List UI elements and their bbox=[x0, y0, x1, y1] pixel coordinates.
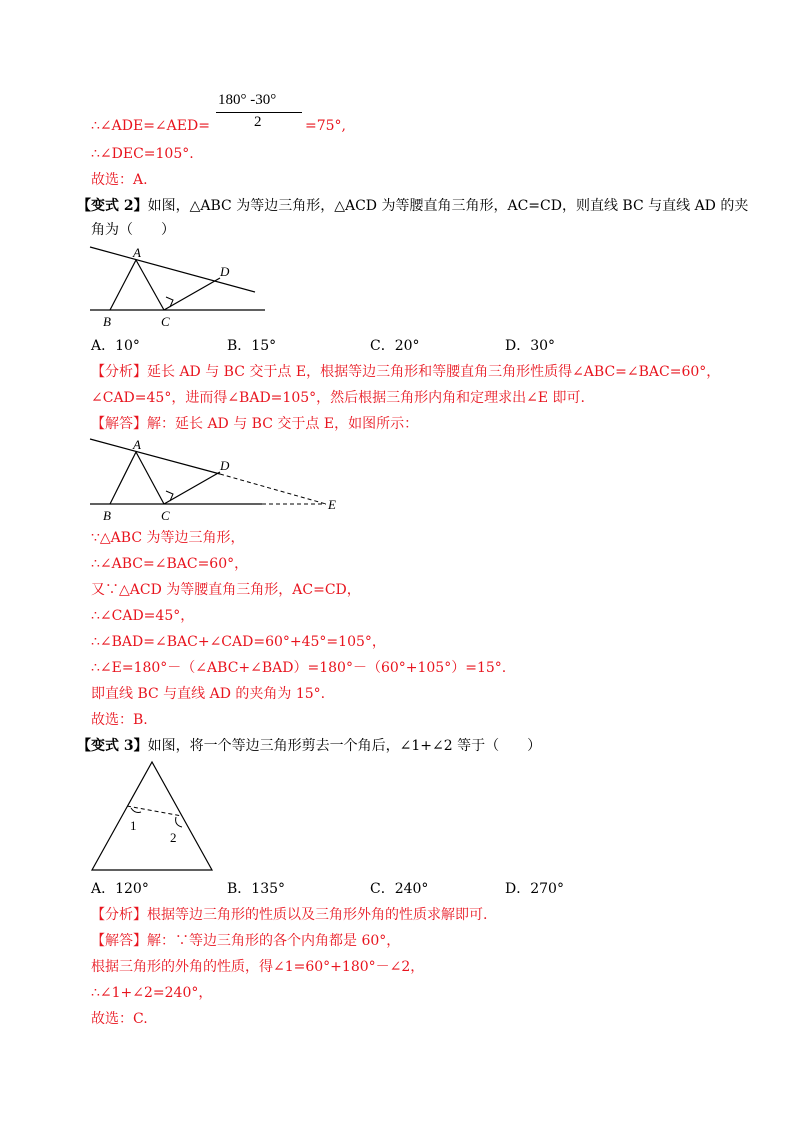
fraction-numerator: 180° -30° bbox=[218, 92, 277, 108]
variant2-answer: 故选：B. bbox=[91, 712, 148, 728]
angle-1-label: 1 bbox=[130, 818, 137, 833]
variant3-step-1: 根据三角形的外角的性质，得∠1=60°+180°－∠2， bbox=[91, 959, 425, 975]
variant3-option-a[interactable]: A．120° bbox=[91, 881, 149, 897]
step-ade-aed bbox=[91, 116, 210, 136]
solution-tag: 【解答】 bbox=[91, 933, 147, 949]
variant2-step-3: 又∵△ACD 为等腰直角三角形，AC=CD， bbox=[91, 582, 361, 598]
variant2-step-7: 即直线 BC 与直线 AD 的夹角为 15°. bbox=[91, 686, 326, 702]
answer-line: 故选：A. bbox=[91, 172, 148, 188]
label-C: C bbox=[161, 508, 170, 523]
variant3-analysis bbox=[91, 905, 487, 925]
variant3-answer: 故选：C. bbox=[91, 1011, 148, 1027]
variant2-option-d[interactable]: D．30° bbox=[505, 338, 556, 354]
step-prefix: ∴∠ADE=∠AED= bbox=[91, 118, 210, 134]
variant2-option-a[interactable]: A．10° bbox=[91, 338, 140, 354]
label-D: D bbox=[220, 264, 230, 279]
variant2-option-b[interactable]: B．15° bbox=[227, 338, 277, 354]
variant3-question-text: 如图，将一个等边三角形剪去一个角后，∠1+∠2 等于（ ） bbox=[147, 738, 542, 754]
variant3-figure bbox=[90, 760, 220, 870]
variant2-solution bbox=[91, 414, 418, 434]
variant2-step-4: ∴∠CAD=45°， bbox=[91, 608, 195, 624]
step-dec: ∴∠DEC=105°. bbox=[91, 146, 194, 162]
label-E: E bbox=[328, 497, 336, 512]
analysis-text: 根据等边三角形的性质以及三角形外角的性质求解即可. bbox=[147, 907, 488, 923]
variant2-solution-figure bbox=[90, 432, 350, 522]
variant3-option-b[interactable]: B．135° bbox=[227, 881, 286, 897]
label-D: D bbox=[220, 458, 230, 473]
variant3-step-2: ∴∠1+∠2=240°， bbox=[91, 985, 213, 1001]
label-B: B bbox=[103, 314, 111, 329]
fraction-bar bbox=[216, 112, 302, 113]
variant3-option-c[interactable]: C．240° bbox=[370, 881, 429, 897]
variant2-step-6: ∴∠E=180°－（∠ABC+∠BAD）=180°－（60°+105°）=15°. bbox=[91, 660, 507, 676]
variant2-question-line2: 角为（ ） bbox=[91, 222, 175, 238]
variant2-tag: 【变式 2】 bbox=[77, 198, 148, 214]
variant3-question bbox=[77, 736, 541, 756]
variant2-question bbox=[77, 196, 748, 216]
variant3-tag: 【变式 3】 bbox=[77, 738, 148, 754]
variant2-figure bbox=[90, 240, 290, 330]
variant2-step-5: ∴∠BAD=∠BAC+∠CAD=60°+45°=105°， bbox=[91, 634, 386, 650]
variant3-solution bbox=[91, 931, 400, 951]
variant2-question-text: 如图，△ABC 为等边三角形，△ACD 为等腰直角三角形，AC=CD，则直线 BC 与直线 AD 的夹 bbox=[147, 198, 749, 214]
analysis-tag: 【分析】 bbox=[91, 907, 147, 923]
solution-text: 解：延长 AD 与 BC 交于点 E，如图所示： bbox=[147, 416, 419, 432]
solution-text: 解：∵等边三角形的各个内角都是 60°， bbox=[147, 933, 401, 949]
variant2-option-c[interactable]: C．20° bbox=[370, 338, 420, 354]
solution-tag: 【解答】 bbox=[91, 416, 147, 432]
angle-2-label: 2 bbox=[170, 830, 177, 845]
label-C: C bbox=[161, 314, 170, 329]
variant3-option-d[interactable]: D．270° bbox=[505, 881, 564, 897]
variant2-analysis-line2: ∠CAD=45°，进而得∠BAD=105°，然后根据三角形内角和定理求出∠E 即可. bbox=[91, 390, 585, 406]
fraction-denominator: 2 bbox=[254, 114, 262, 130]
variant2-step-2: ∴∠ABC=∠BAC=60°， bbox=[91, 556, 249, 572]
label-A: A bbox=[133, 437, 141, 452]
label-B: B bbox=[103, 508, 111, 523]
step-ade-result: =75°, bbox=[305, 118, 346, 134]
analysis-tag: 【分析】 bbox=[91, 364, 147, 380]
variant2-step-1: ∵△ABC 为等边三角形， bbox=[91, 530, 245, 546]
label-A: A bbox=[133, 245, 141, 260]
variant2-analysis bbox=[91, 362, 720, 382]
analysis-text: 延长 AD 与 BC 交于点 E，根据等边三角形和等腰直角三角形性质得∠ABC=∠BAC=60°， bbox=[147, 364, 721, 380]
